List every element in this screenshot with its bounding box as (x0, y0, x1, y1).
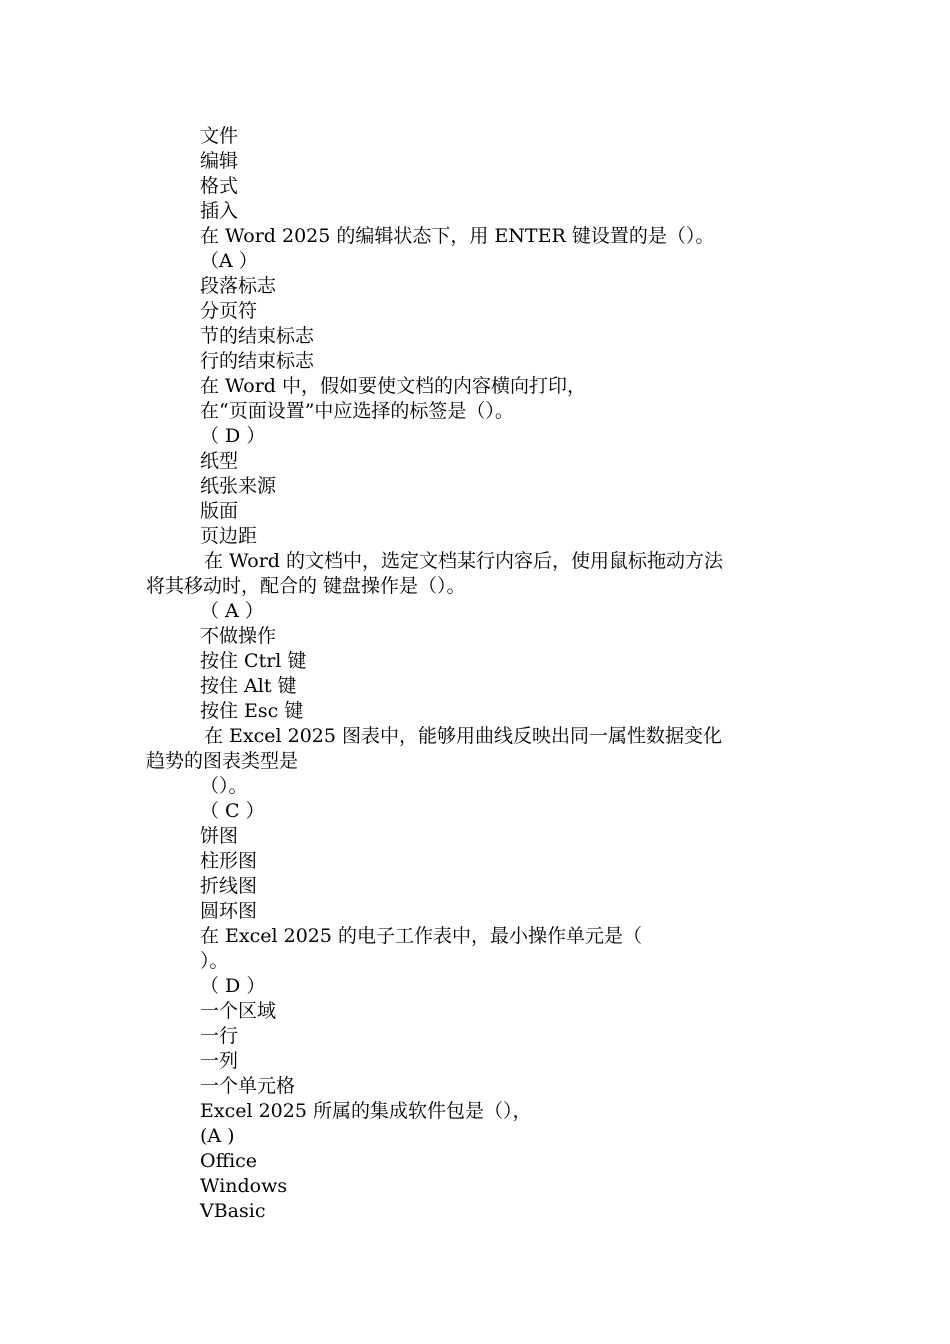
option-text: 格式 (200, 175, 239, 197)
question-text: （）。 (200, 775, 248, 797)
question-text: 在 Word 中，假如要使文档的内容横向打印， (200, 375, 587, 397)
question-text: ）。 (200, 950, 229, 972)
option-text: 版面 (200, 500, 239, 522)
option-text: 柱形图 (200, 850, 258, 872)
answer-text: （ A ） (200, 600, 264, 622)
option-text: 按住 Alt 键 (200, 675, 297, 697)
answer-text: （ D ） (200, 425, 266, 447)
option-text: 纸型 (200, 450, 239, 472)
option-text: 纸张来源 (200, 475, 277, 497)
option-text: 文件 (200, 125, 239, 147)
option-text: 饼图 (200, 825, 239, 847)
option-text: 折线图 (200, 875, 258, 897)
question-text: 在 Word 2025 的编辑状态下，用 ENTER 键设置的是（）。 (200, 225, 715, 247)
question-text: 在 Word 的文档中，选定文档某行内容后，使用鼠标拖动方法 (204, 550, 724, 572)
option-text: VBasic (200, 1200, 266, 1222)
option-text: Office (200, 1150, 258, 1172)
question-text: 在 Excel 2025 的电子工作表中，最小操作单元是（ (200, 925, 643, 947)
option-text: 行的结束标志 (200, 350, 315, 372)
answer-text: （ C ） (200, 800, 265, 822)
option-text: 不做操作 (200, 625, 277, 647)
answer-text: (A ) (200, 1125, 235, 1147)
answer-text: （ D ） (200, 975, 266, 997)
option-text: 一行 (200, 1025, 239, 1047)
question-text: Excel 2025 所属的集成软件包是（）， (200, 1100, 532, 1122)
option-text: Windows (200, 1175, 288, 1197)
option-text: 按住 Esc 键 (200, 700, 304, 722)
option-text: 节的结束标志 (200, 325, 315, 347)
question-text: 趋势的图表类型是 (146, 750, 299, 772)
option-text: 插入 (200, 200, 239, 222)
option-text: 按住 Ctrl 键 (200, 650, 307, 672)
question-text: 将其移动时，配合的 键盘操作是（）。 (146, 575, 466, 597)
option-text: 分页符 (200, 300, 258, 322)
option-text: 编辑 (200, 150, 239, 172)
option-text: 一个区域 (200, 1000, 277, 1022)
answer-text: （A ） (200, 250, 258, 272)
option-text: 圆环图 (200, 900, 258, 922)
option-text: 段落标志 (200, 275, 277, 297)
option-text: 页边距 (200, 525, 258, 547)
option-text: 一个单元格 (200, 1075, 296, 1097)
option-text: 一列 (200, 1050, 239, 1072)
question-text: 在 Excel 2025 图表中，能够用曲线反映出同一属性数据变化 (204, 725, 723, 747)
question-text: 在“页面设置”中应选择的标签是（）。 (200, 400, 514, 422)
